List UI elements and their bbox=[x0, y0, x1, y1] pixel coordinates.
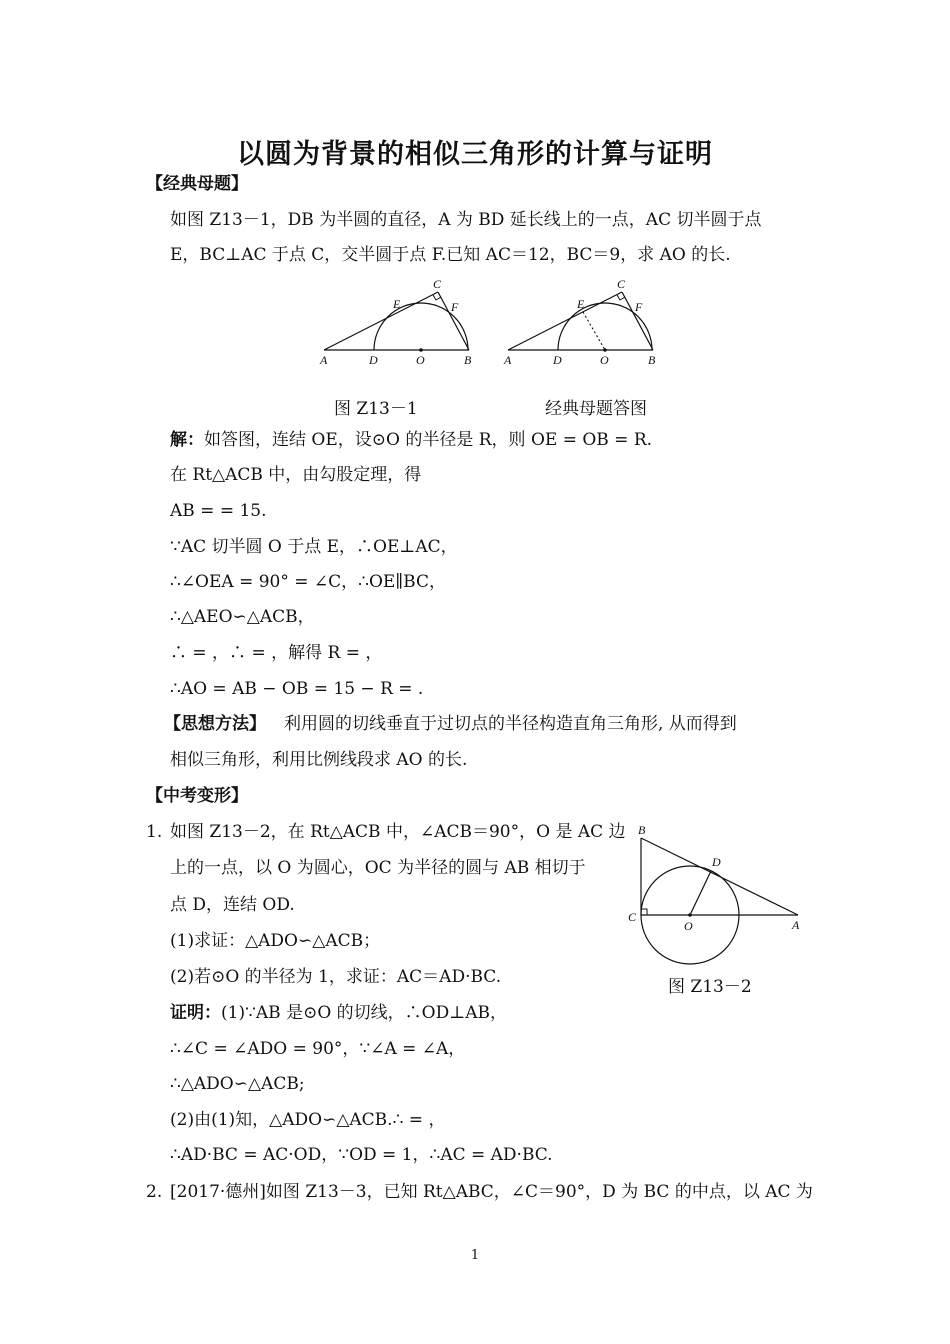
label-f: F bbox=[451, 300, 459, 314]
label-c: C bbox=[628, 910, 637, 924]
solution-line-7: ∴ = ，∴ = ，解得 R = ， bbox=[170, 643, 383, 663]
label-a: A bbox=[792, 918, 800, 932]
solution-line-1 bbox=[170, 428, 652, 452]
label-d: D bbox=[553, 353, 562, 367]
line-od bbox=[690, 871, 711, 915]
center-point-o bbox=[603, 348, 607, 352]
figure-answer bbox=[496, 276, 666, 372]
proof-line-4: (2)由(1)知，△ADO∽△ACB.∴ = ， bbox=[170, 1110, 446, 1130]
line-ac bbox=[508, 292, 622, 350]
label-b: B bbox=[648, 353, 656, 367]
proof-line-2: ∴∠C = ∠ADO = 90°，∵∠A = ∠A， bbox=[170, 1039, 466, 1059]
center-point-o bbox=[419, 348, 423, 352]
solution-line-8: ∴AO = AB − OB = 15 − R = . bbox=[170, 679, 424, 699]
solution-line-2: 在 Rt△ACB 中，由勾股定理，得 bbox=[170, 465, 422, 485]
proof-label: 证明： bbox=[170, 1003, 221, 1023]
section-header-variation: 【中考变形】 bbox=[146, 786, 248, 806]
section-header-classic: 【经典母题】 bbox=[146, 174, 248, 194]
method-line-1 bbox=[164, 712, 737, 736]
figure-caption-z13-2: 图 Z13－2 bbox=[668, 977, 752, 997]
line-ac bbox=[324, 292, 438, 350]
method-text-1: 利用圆的切线垂直于过切点的半径构造直角三角形, 从而得到 bbox=[284, 714, 737, 734]
page-number: 1 bbox=[470, 1248, 480, 1263]
problem1-question-1: (1)求证：△ADO∽△ACB； bbox=[170, 931, 381, 951]
figure-z13-2 bbox=[624, 818, 814, 966]
problem1-line-1: 如图 Z13－2，在 Rt△ACB 中，∠ACB＝90°，O 是 AC 边 bbox=[170, 822, 626, 842]
figure-caption-z13-1: 图 Z13－1 bbox=[334, 399, 418, 419]
proof-line-3: ∴△ADO∽△ACB; bbox=[170, 1074, 305, 1094]
problem1-line-2: 上的一点，以 O 为圆心，OC 为半径的圆与 AB 相切于 bbox=[170, 858, 586, 878]
label-o: O bbox=[600, 353, 609, 367]
center-point-o bbox=[688, 913, 692, 917]
label-o: O bbox=[684, 919, 693, 933]
problem1-number: 1. bbox=[146, 822, 163, 842]
dashed-line-oe bbox=[583, 312, 605, 350]
solution-line-6: ∴△AEO∽△ACB， bbox=[170, 607, 315, 627]
label-o: O bbox=[416, 353, 425, 367]
label-e: E bbox=[393, 297, 401, 311]
problem-text-line-1: 如图 Z13－1，DB 为半圆的直径，A 为 BD 延长线上的一点，AC 切半圆于点 bbox=[170, 210, 762, 230]
figure-caption-answer: 经典母题答图 bbox=[545, 399, 647, 419]
page-title: 以圆为背景的相似三角形的计算与证明 bbox=[237, 139, 713, 170]
problem2-line-1: [2017·德州]如图 Z13－3，已知 Rt△ABC，∠C＝90°，D 为 BC 的中点，以 AC 为 bbox=[170, 1182, 813, 1202]
proof-text-1: (1)∵AB 是⊙O 的切线，∴OD⊥AB， bbox=[221, 1003, 507, 1023]
method-label: 【思想方法】 bbox=[164, 714, 266, 734]
solution-text-1: 如答图，连结 OE，设⊙O 的半径是 R，则 OE = OB = R. bbox=[204, 430, 653, 450]
label-a: A bbox=[504, 353, 512, 367]
label-e: E bbox=[577, 297, 585, 311]
proof-line-1 bbox=[170, 1001, 507, 1025]
problem-text-line-2: E，BC⊥AC 于点 C，交半圆于点 F.已知 AC＝12，BC＝9，求 AO 的长. bbox=[170, 245, 731, 265]
solution-line-4: ∵AC 切半圆 O 于点 E，∴OE⊥AC， bbox=[170, 537, 458, 557]
line-ab bbox=[641, 838, 798, 915]
solution-line-5: ∴∠OEA = 90° = ∠C，∴OE∥BC， bbox=[170, 572, 447, 592]
solution-line-3: AB = = 15. bbox=[170, 501, 267, 521]
method-line-2: 相似三角形，利用比例线段求 AO 的长. bbox=[170, 750, 468, 770]
label-b: B bbox=[464, 353, 472, 367]
problem1-line-3: 点 D，连结 OD. bbox=[170, 895, 295, 915]
problem1-question-2: (2)若⊙O 的半径为 1，求证：AC＝AD·BC. bbox=[170, 967, 502, 987]
label-b: B bbox=[638, 823, 646, 837]
label-d: D bbox=[712, 855, 721, 869]
proof-line-5: ∴AD·BC = AC·OD，∵OD = 1，∴AC = AD·BC. bbox=[170, 1145, 553, 1165]
label-c: C bbox=[433, 277, 442, 291]
problem2-number: 2. bbox=[146, 1182, 163, 1202]
figure-z13-1 bbox=[312, 276, 482, 372]
label-d: D bbox=[369, 353, 378, 367]
label-a: A bbox=[320, 353, 328, 367]
right-angle-mark bbox=[641, 909, 647, 915]
label-c: C bbox=[617, 277, 626, 291]
solution-label: 解： bbox=[170, 430, 204, 450]
label-f: F bbox=[635, 300, 643, 314]
